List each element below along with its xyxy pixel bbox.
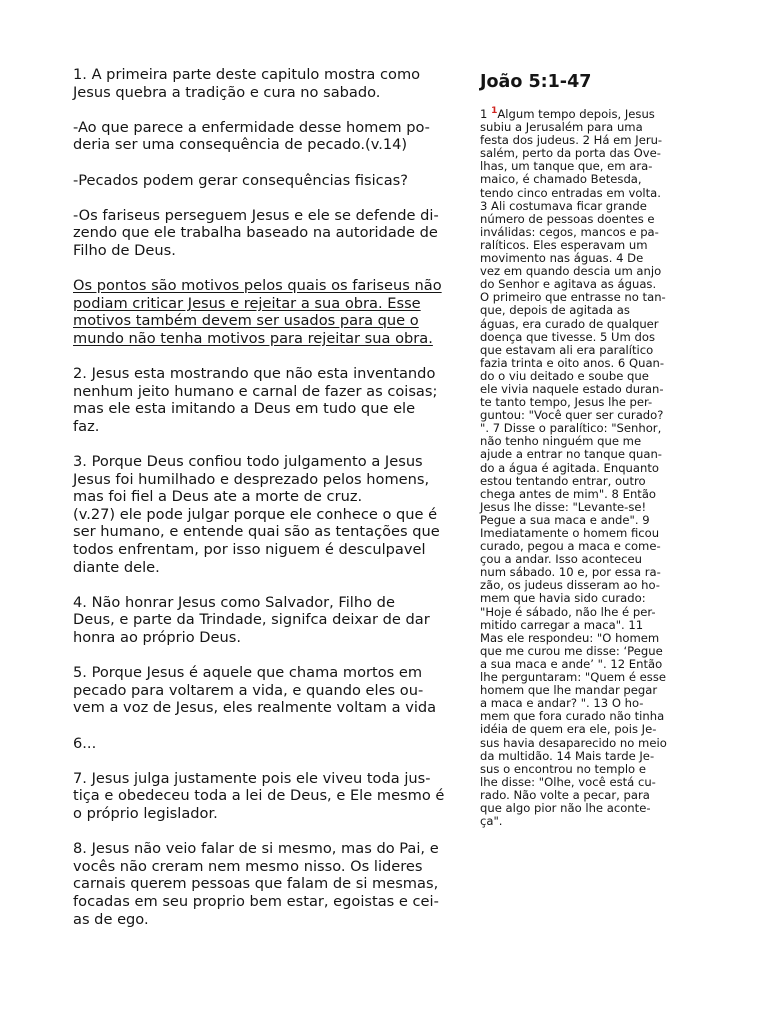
verse-number: 1	[480, 107, 492, 121]
note-paragraph-4: -Os fariseus perseguem Jesus e ele se defende di- zendo que ele trabalha baseado na autoridade de Filho de Deus.	[73, 206, 439, 259]
scripture-column	[480, 70, 718, 828]
scripture-passage	[480, 108, 718, 828]
note-paragraph-6: 2. Jesus esta mostrando que não esta inventando nenhum jeito humano e carnal de fazer as coisas; mas ele esta imitando a Deus em tudo que ele faz.	[73, 365, 438, 435]
notes-column	[73, 66, 469, 946]
note-paragraph-1: 1. A primeira parte deste capitulo mostra como Jesus quebra a tradição e cura no sabado.	[73, 66, 421, 101]
note-paragraph-11: 7. Jesus julga justamente pois ele viveu toda jus- tiça e obedeceu toda a lei de Deus, e Ele mesmo é o próprio legislador.	[73, 769, 445, 822]
note-paragraph-10: 6...	[73, 734, 97, 752]
note-paragraph-12: 8. Jesus não veio falar de si mesmo, mas do Pai, e vocês não creram nem mesmo nisso. Os lideres carnais querem pessoas que falam de si mesmas, focadas em seu proprio bem estar, egoistas e cei- as de ego.	[73, 840, 439, 928]
note-paragraph-underlined: Os pontos são motivos pelos quais os fariseus não podiam criticar Jesus e rejeitar a sua obra. Esse motivos também devem ser usados para que o mundo não tenha motivos para rejeitar sua obra.	[73, 277, 442, 347]
passage-text: Algum tempo depois, Jesus subiu a Jerusalém para uma festa dos judeus. 2 Há em Jeru- salém, perto da porta das Ove- lhas, um tanque que, em ara- maico, é chamado Betesda, tendo cinco entradas em volta. 3 Ali costumava ficar grande número de pessoas doentes e inválidas: cegos, mancos e pa- ralíticos. Eles esperavam um movimento nas águas. 4 De vez em quando descia um anjo do Senhor e agitava as águas. O primeiro que entrasse no tan- que, depois de agitada as águas, era curado de qualquer doença que tivesse. 5 Um dos que estavam ali era paralítico fazia trinta e oito anos. 6 Quan- do o viu deitado e soube que ele vivia naquele estado duran- te tanto tempo, Jesus lhe per- guntou: "Você quer ser curado? ". 7 Disse o paralítico: "Senhor, não tenho ninguém que me ajude a entrar no tanque quan- do a água é agitada. Enquanto estou tentando entrar, outro chega antes de mim". 8 Então Jesus lhe disse: "Levante-se! Pegue a sua maca e ande". 9 Imediatamente o homem ficou curado, pegou a maca e come- çou a andar. Isso aconteceu num sábado. 10 e, por essa ra- zão, os judeus disseram ao ho- mem que havia sido curado: "Hoje é sábado, não lhe é per- mitido carregar a maca". 11 Mas ele respondeu: "O homem que me curou me disse: ‘Pegue a sua maca e ande’ ". 12 Então lhe perguntaram: "Quem é esse homem que lhe mandar pegar a maca e andar? ". 13 O ho- mem que fora curado não tinha idéia de quem era ele, pois Je- sus havia desaparecido no meio da multidão. 14 Mais tarde Je- sus o encontrou no templo e lhe disse: "Olhe, você está cu- rado. Não volte a pecar, para que algo pior não lhe aconte- ça".	[480, 107, 667, 829]
note-paragraph-9: 5. Porque Jesus é aquele que chama mortos em pecado para voltarem a vida, e quando eles ou- vem a voz de Jesus, eles realmente voltam a vida	[73, 664, 437, 717]
note-paragraph-2: -Ao que parece a enfermidade desse homem po- deria ser uma consequência de pecado.(v.14)	[73, 118, 430, 154]
note-paragraph-3: -Pecados podem gerar consequências fisicas?	[73, 171, 408, 189]
note-paragraph-7: 3. Porque Deus confiou todo julgamento a Jesus Jesus foi humilhado e desprezado pelos homens, mas foi fiel a Deus ate a morte de cruz. (v.27) ele pode julgar porque ele conhece o que é ser humano, e entende quai são as tentações que todos enfrentam, por isso niguem é desculpavel diante dele.	[73, 453, 440, 576]
note-paragraph-8: 4. Não honrar Jesus como Salvador, Filho de Deus, e parte da Trindade, signifca deixar de dar honra ao próprio Deus.	[73, 593, 430, 646]
chapter-marker: 1	[491, 106, 498, 117]
scripture-title: João 5:1-47	[480, 72, 592, 92]
